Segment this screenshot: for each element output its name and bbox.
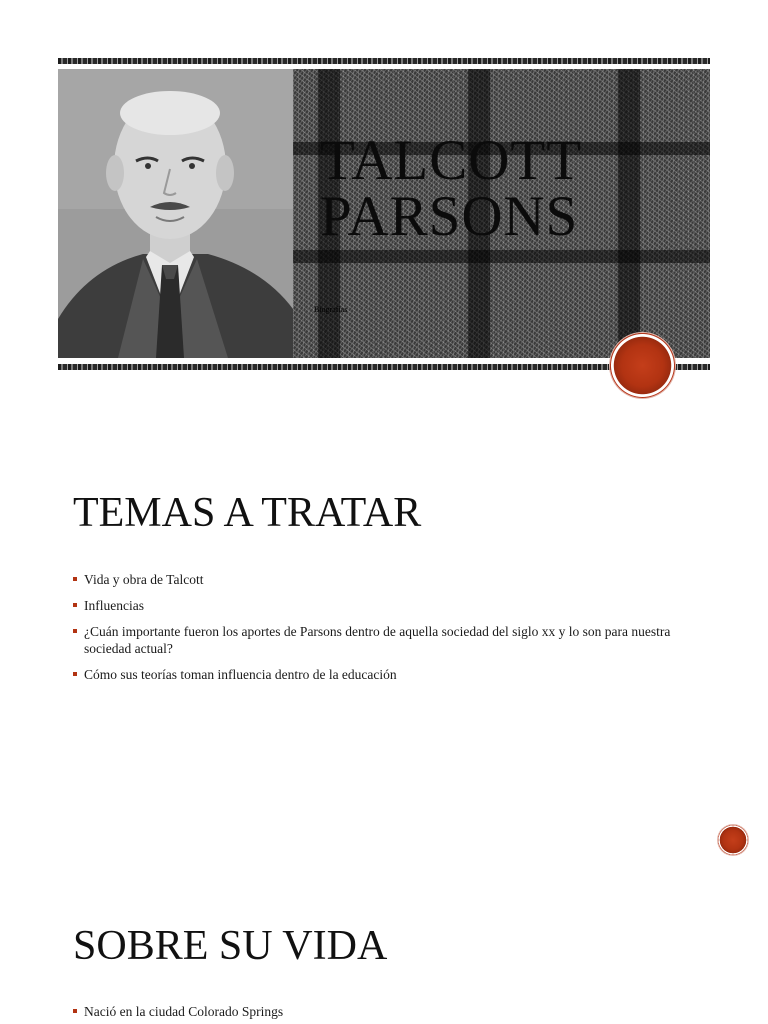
list-item [73, 1003, 713, 1020]
slide-heading: TEMAS A TRATAR [73, 490, 422, 536]
title-line-2: PARSONS [320, 185, 579, 248]
list-item [73, 571, 713, 588]
list-item [73, 666, 713, 683]
portrait-illustration [58, 69, 293, 358]
title-line-1: TALCOTT [320, 129, 583, 192]
topics-list [73, 571, 713, 692]
bullet-square-icon [73, 603, 77, 607]
list-item-text: Cómo sus teorías toman influencia dentro de la educación [84, 667, 397, 682]
list-item-text: Influencias [84, 598, 144, 613]
decorative-circle-icon [718, 825, 748, 855]
title-slide [0, 0, 768, 405]
portrait-photo [58, 69, 293, 358]
slide-heading: SOBRE SU VIDA [73, 923, 388, 969]
presentation-subtitle: Biografías [314, 305, 348, 314]
list-item-text: Nació en la ciudad Colorado Springs [84, 1004, 284, 1019]
topics-slide [0, 405, 768, 857]
presentation-title [320, 129, 583, 248]
decorative-circle-icon [610, 333, 675, 398]
bullet-square-icon [73, 1009, 77, 1013]
bullet-square-icon [73, 577, 77, 581]
title-banner [58, 69, 710, 358]
list-item [73, 623, 713, 657]
decorative-border-top [58, 58, 710, 64]
list-item [73, 597, 713, 614]
list-item-text: Vida y obra de Talcott [84, 572, 204, 587]
bullet-square-icon [73, 629, 77, 633]
list-item-text: ¿Cuán importante fueron los aportes de Parsons dentro de aquella sociedad del siglo xx y lo son para nuestra sociedad actual? [84, 624, 671, 656]
life-list [73, 1003, 713, 1024]
bullet-square-icon [73, 672, 77, 676]
life-slide [0, 857, 768, 1024]
